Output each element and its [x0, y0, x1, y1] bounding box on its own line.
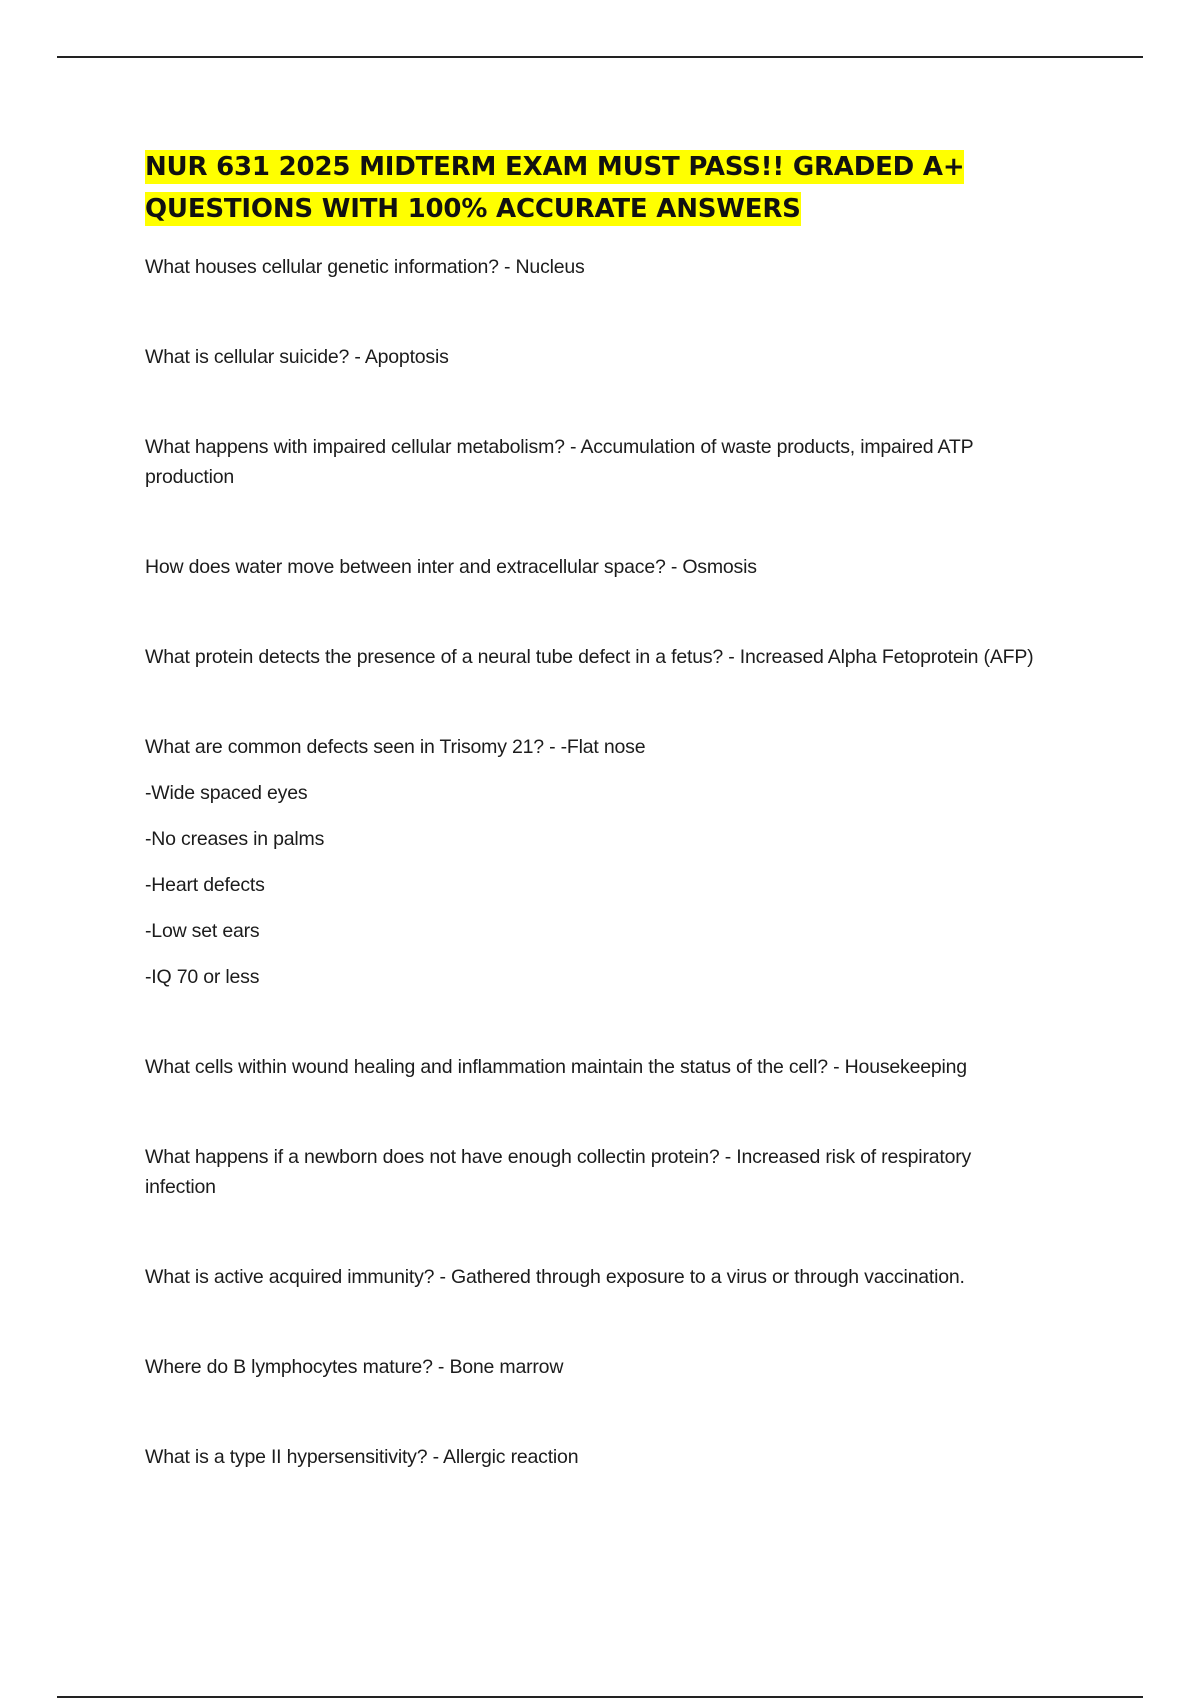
qa-item: What happens with impaired cellular metabolism? - Accumulation of waste products, impaired ATP production — [145, 436, 974, 488]
qa-item: What happens if a newborn does not have enough collectin protein? - Increased risk of respiratory infection — [145, 1146, 972, 1198]
spacer — [145, 1202, 1045, 1262]
list-item: -Heart defects — [145, 874, 265, 896]
list-item: -No creases in palms — [145, 828, 325, 850]
qa-item: What is active acquired immunity? - Gathered through exposure to a virus or through vaccination. — [145, 1266, 965, 1288]
spacer — [145, 282, 1045, 342]
qa-item: What is a type II hypersensitivity? - Allergic reaction — [145, 1446, 579, 1468]
footer-rule — [57, 1696, 1143, 1698]
spacer — [145, 1382, 1045, 1442]
qa-item: What cells within wound healing and inflammation maintain the status of the cell? - Housekeeping — [145, 1056, 967, 1078]
spacer — [145, 992, 1045, 1052]
qa-item: What protein detects the presence of a neural tube defect in a fetus? - Increased Alpha Fetoprotein (AFP) — [145, 646, 1034, 668]
spacer — [145, 1082, 1045, 1142]
list-item: -Low set ears — [145, 920, 260, 942]
header-rule — [57, 56, 1143, 58]
document-page — [145, 146, 1045, 1472]
spacer — [145, 582, 1045, 642]
list-item: -Wide spaced eyes — [145, 782, 308, 804]
spacer — [145, 672, 1045, 732]
document-title-text: NUR 631 2025 MIDTERM EXAM MUST PASS!! GRADED A+ QUESTIONS WITH 100% ACCURATE ANSWERS — [145, 152, 965, 224]
list-item: -IQ 70 or less — [145, 966, 260, 988]
qa-item: Where do B lymphocytes mature? - Bone marrow — [145, 1356, 564, 1378]
qa-item: What houses cellular genetic information? - Nucleus — [145, 256, 585, 278]
spacer — [145, 1292, 1045, 1352]
document-title — [145, 146, 1045, 230]
spacer — [145, 372, 1045, 432]
qa-item: How does water move between inter and extracellular space? - Osmosis — [145, 556, 757, 578]
spacer — [145, 492, 1045, 552]
qa-item: What is cellular suicide? - Apoptosis — [145, 346, 449, 368]
qa-item-trisomy: What are common defects seen in Trisomy 21? - -Flat nose — [145, 736, 646, 758]
